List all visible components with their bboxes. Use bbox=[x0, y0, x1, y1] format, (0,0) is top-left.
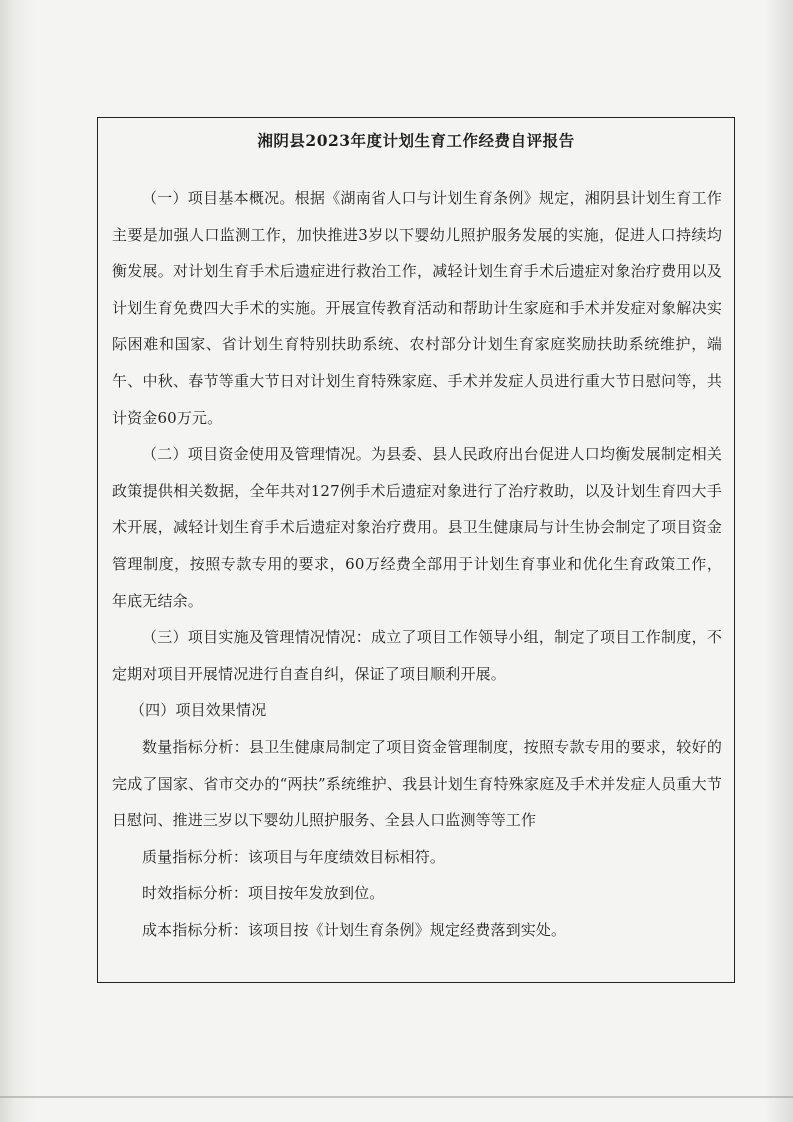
scan-shadow-right bbox=[765, 0, 793, 1122]
report-frame bbox=[97, 117, 735, 983]
paragraph-implementation: （三）项目实施及管理情况情况：成立了项目工作领导小组，制定了项目工作制度，不定期对项目开展情况进行自查自纠，保证了项目顺利开展。 bbox=[112, 628, 722, 683]
paragraph-project-overview: （一）项目基本概况。根据《湖南省人口与计划生育条例》规定，湘阴县计划生育工作主要是加强人口监测工作，加快推进3岁以下婴幼儿照护服务发展的实施，促进人口持续均衡发展。对计划生育手术后遗症进行救治工作，减轻计划生育手术后遗症对象治疗费用以及计划生育免费四大手术的实施。开展宣传教育活动和帮助计生家庭和手术并发症对象解决实际困难和国家、省计划生育特别扶助系统、农村部分计划生育家庭奖励扶助系统维护，端午、中秋、春节等重大节日对计划生育特殊家庭、手术并发症人员进行重大节日慰问等，共计资金60万元。 bbox=[112, 189, 722, 427]
scan-bottom-edge bbox=[0, 1096, 793, 1098]
paragraph-timeliness-indicator: 时效指标分析：项目按年发放到位。 bbox=[142, 884, 385, 903]
paragraph-quality-indicator: 质量指标分析：该项目与年度绩效目标相符。 bbox=[142, 847, 446, 866]
paragraph-quantity-indicator: 数量指标分析：县卫生健康局制定了项目资金管理制度，按照专款专用的要求，较好的完成了国家、省市交办的“两扶”系统维护、我县计划生育特殊家庭及手术并发症人员重大节日慰问、推进三岁以下婴幼儿照护服务、全县人口监测等等工作 bbox=[112, 737, 722, 830]
paragraph-cost-indicator: 成本指标分析：该项目按《计划生育条例》规定经费落到实处。 bbox=[142, 920, 567, 939]
document-title: 湘阴县2023年度计划生育工作经费自评报告 bbox=[257, 131, 575, 150]
paragraph-effect-heading: （四）项目效果情况 bbox=[130, 701, 267, 720]
paragraph-fund-usage: （二）项目资金使用及管理情况。为县委、县人民政府出台促进人口均衡发展制定相关政策提供相关数据，全年共对127例手术后遗症对象进行了治疗救助，以及计划生育四大手术开展，减轻计划生育手术后遗症对象治疗费用。县卫生健康局与计生协会制定了项目资金管理制度，按照专款专用的要求，60万经费全部用于计划生育事业和优化生育政策工作，年底无结余。 bbox=[112, 445, 722, 610]
scan-shadow-left bbox=[0, 0, 36, 1122]
report-body bbox=[112, 180, 722, 948]
